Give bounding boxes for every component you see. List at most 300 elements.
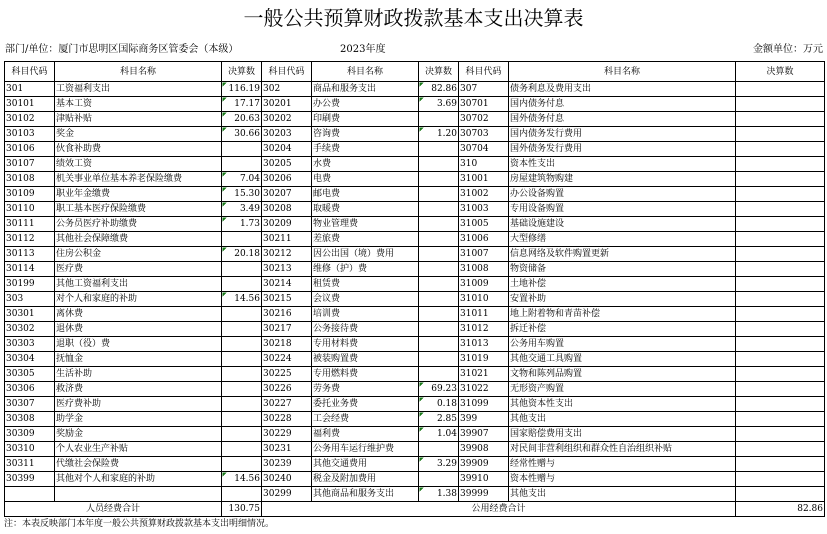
name-cell: 物资储备 [509,262,736,277]
amount-cell: 14.56 [222,472,262,487]
code-cell: 31013 [459,337,509,352]
table-row [5,442,825,457]
table-row [5,247,825,262]
name-cell: 维修（护）费 [312,262,419,277]
amount-cell [419,217,459,232]
code-cell: 31006 [459,232,509,247]
code-cell: 30225 [262,367,312,382]
code-cell: 30205 [262,157,312,172]
code-cell: 31010 [459,292,509,307]
name-cell: 其他社会保障缴费 [55,232,222,247]
name-cell: 住房公积金 [55,247,222,262]
code-cell: 30109 [5,187,55,202]
name-cell: 绩效工资 [55,157,222,172]
totals-row [5,502,825,517]
name-cell: 资本性赠与 [509,472,736,487]
name-cell: 拆迁补偿 [509,322,736,337]
table-row [5,157,825,172]
personnel-total-label: 人员经费合计 [5,502,222,517]
table-row [5,127,825,142]
amount-unit: 金额单位：万元 [753,44,823,55]
amount-cell [222,307,262,322]
code-cell: 31022 [459,382,509,397]
code-cell: 30107 [5,157,55,172]
code-cell: 30108 [5,172,55,187]
code-cell: 30239 [262,457,312,472]
code-cell: 30209 [262,217,312,232]
name-cell: 专用设备购置 [509,202,736,217]
amount-cell [222,487,262,502]
name-cell: 国外债务发行费用 [509,142,736,157]
code-cell: 39909 [459,457,509,472]
name-cell: 公务接待费 [312,322,419,337]
table-row [5,412,825,427]
code-cell: 30228 [262,412,312,427]
header-cell: 科目代码 [5,62,55,82]
name-cell: 其他交通工具购置 [509,352,736,367]
amount-cell [222,322,262,337]
name-cell: 职工基本医疗保险缴费 [55,202,222,217]
code-cell: 30206 [262,172,312,187]
amount-cell [736,112,825,127]
name-cell: 房屋建筑物购建 [509,172,736,187]
name-cell: 税金及附加费用 [312,472,419,487]
amount-cell [222,337,262,352]
table-row [5,172,825,187]
code-cell: 31003 [459,202,509,217]
name-cell: 福利费 [312,427,419,442]
name-cell: 商品和服务支出 [312,82,419,97]
table-row [5,367,825,382]
code-cell: 30224 [262,352,312,367]
amount-cell: 1.73 [222,217,262,232]
amount-cell [222,382,262,397]
table-row [5,142,825,157]
report-title: 一般公共预算财政拨款基本支出决算表 [243,6,584,30]
amount-cell [419,307,459,322]
amount-cell [736,157,825,172]
code-cell: 307 [459,82,509,97]
name-cell: 会议费 [312,292,419,307]
name-cell: 办公设备购置 [509,187,736,202]
amount-cell [736,202,825,217]
name-cell: 个人农业生产补贴 [55,442,222,457]
amount-cell [736,292,825,307]
header-cell: 科目代码 [459,62,509,82]
fiscal-year: 2023年度 [340,44,386,55]
code-cell: 30215 [262,292,312,307]
name-cell: 助学金 [55,412,222,427]
code-cell: 30240 [262,472,312,487]
code-cell: 39907 [459,427,509,442]
name-cell: 差旅费 [312,232,419,247]
code-cell: 31099 [459,397,509,412]
name-cell: 对民间非营利组织和群众性自治组织补贴 [509,442,736,457]
name-cell: 手续费 [312,142,419,157]
amount-cell [736,472,825,487]
amount-cell [222,157,262,172]
amount-cell: 3.29 [419,457,459,472]
code-cell: 310 [459,157,509,172]
name-cell: 离休费 [55,307,222,322]
code-cell: 30203 [262,127,312,142]
name-cell: 救济费 [55,382,222,397]
amount-cell [419,157,459,172]
name-cell: 租赁费 [312,277,419,292]
name-cell: 咨询费 [312,127,419,142]
amount-cell [736,97,825,112]
table-row [5,472,825,487]
name-cell: 国家赔偿费用支出 [509,427,736,442]
name-cell: 抚恤金 [55,352,222,367]
amount-cell [419,337,459,352]
amount-cell [419,202,459,217]
amount-cell [736,427,825,442]
code-cell: 399 [459,412,509,427]
code-cell: 30101 [5,97,55,112]
amount-cell [736,307,825,322]
code-cell: 302 [262,82,312,97]
amount-cell: 1.04 [419,427,459,442]
name-cell: 被装购置费 [312,352,419,367]
amount-cell [736,172,825,187]
amount-cell [222,442,262,457]
name-cell: 退职（役）费 [55,337,222,352]
table-row [5,322,825,337]
code-cell: 30299 [262,487,312,502]
amount-cell [222,352,262,367]
name-cell: 资本性支出 [509,157,736,172]
code-cell: 303 [5,292,55,307]
amount-cell: 17.17 [222,97,262,112]
amount-cell: 116.19 [222,82,262,97]
amount-cell: 0.18 [419,397,459,412]
amount-cell [419,442,459,457]
table-row [5,292,825,307]
header-cell: 科目名称 [509,62,736,82]
amount-cell [419,232,459,247]
code-cell: 30214 [262,277,312,292]
amount-cell [736,187,825,202]
amount-cell: 3.49 [222,202,262,217]
table-row [5,97,825,112]
name-cell: 对个人和家庭的补助 [55,292,222,307]
personnel-total-value: 130.75 [222,502,262,517]
table-row [5,307,825,322]
code-cell: 30702 [459,112,509,127]
code-cell: 31005 [459,217,509,232]
name-cell: 其他对个人和家庭的补助 [55,472,222,487]
code-cell: 30399 [5,472,55,487]
table-row [5,457,825,472]
name-cell: 公务用车运行维护费 [312,442,419,457]
code-cell: 30217 [262,322,312,337]
name-cell: 生活补助 [55,367,222,382]
amount-cell [736,457,825,472]
amount-cell: 7.04 [222,172,262,187]
name-cell: 无形资产购置 [509,382,736,397]
amount-cell [736,487,825,502]
amount-cell [419,367,459,382]
name-cell: 劳务费 [312,382,419,397]
amount-cell [419,142,459,157]
code-cell: 30103 [5,127,55,142]
amount-cell [419,277,459,292]
name-cell: 委托业务费 [312,397,419,412]
code-cell: 30310 [5,442,55,457]
table-row [5,352,825,367]
amount-cell: 2.85 [419,412,459,427]
name-cell: 其他工资福利支出 [55,277,222,292]
name-cell: 安置补助 [509,292,736,307]
name-cell: 土地补偿 [509,277,736,292]
code-cell: 31002 [459,187,509,202]
amount-cell [222,142,262,157]
public-total-value: 82.86 [736,502,825,517]
name-cell: 机关事业单位基本养老保险缴费 [55,172,222,187]
name-cell: 经常性赠与 [509,457,736,472]
name-cell: 大型修缮 [509,232,736,247]
footnote: 注：本表反映部门本年度一般公共预算财政拨款基本支出明细情况。 [4,519,275,529]
table-row [5,382,825,397]
code-cell: 31011 [459,307,509,322]
code-cell: 30110 [5,202,55,217]
amount-cell [736,262,825,277]
name-cell: 其他支出 [509,412,736,427]
name-cell: 物业管理费 [312,217,419,232]
header-cell: 决算数 [222,62,262,82]
amount-cell [419,187,459,202]
name-cell: 职业年金缴费 [55,187,222,202]
code-cell: 301 [5,82,55,97]
amount-cell: 20.63 [222,112,262,127]
amount-cell [736,412,825,427]
code-cell: 30227 [262,397,312,412]
table-row [5,187,825,202]
code-cell: 30213 [262,262,312,277]
name-cell: 公务员医疗补助缴费 [55,217,222,232]
name-cell: 债务利息及费用支出 [509,82,736,97]
code-cell: 30111 [5,217,55,232]
amount-cell [419,247,459,262]
header-cell: 科目名称 [312,62,419,82]
name-cell: 专用燃料费 [312,367,419,382]
name-cell: 地上附着物和青苗补偿 [509,307,736,322]
code-cell: 30704 [459,142,509,157]
amount-cell: 1.20 [419,127,459,142]
code-cell: 31008 [459,262,509,277]
name-cell: 国内债务付息 [509,97,736,112]
code-cell: 30114 [5,262,55,277]
code-cell: 31009 [459,277,509,292]
code-cell: 30106 [5,142,55,157]
amount-cell: 14.56 [222,292,262,307]
name-cell [55,487,222,502]
code-cell: 30701 [459,97,509,112]
code-cell: 30309 [5,427,55,442]
name-cell: 水费 [312,157,419,172]
table-row [5,427,825,442]
amount-cell: 1.38 [419,487,459,502]
code-cell: 39910 [459,472,509,487]
code-cell: 30301 [5,307,55,322]
table-row [5,337,825,352]
amount-cell [736,442,825,457]
name-cell: 因公出国（境）费用 [312,247,419,262]
code-cell: 30216 [262,307,312,322]
amount-cell [736,247,825,262]
name-cell: 公务用车购置 [509,337,736,352]
public-total-label: 公用经费合计 [262,502,736,517]
name-cell: 基本工资 [55,97,222,112]
amount-cell [736,142,825,157]
code-cell: 31001 [459,172,509,187]
amount-cell: 69.23 [419,382,459,397]
code-cell: 31019 [459,352,509,367]
amount-cell [736,397,825,412]
amount-cell: 82.86 [419,82,459,97]
code-cell: 30229 [262,427,312,442]
amount-cell [736,232,825,247]
name-cell: 奖金 [55,127,222,142]
code-cell: 31012 [459,322,509,337]
table-row [5,82,825,97]
table-row [5,397,825,412]
code-cell: 30102 [5,112,55,127]
code-cell: 31021 [459,367,509,382]
code-cell: 30199 [5,277,55,292]
amount-cell [222,427,262,442]
code-cell: 30226 [262,382,312,397]
header-cell: 决算数 [736,62,825,82]
name-cell: 其他资本性支出 [509,397,736,412]
department-label: 部门/单位：厦门市思明区国际商务区管委会（本级） [5,44,239,55]
amount-cell [419,262,459,277]
amount-cell [222,367,262,382]
code-cell: 30204 [262,142,312,157]
name-cell: 邮电费 [312,187,419,202]
table-row [5,262,825,277]
amount-cell: 20.18 [222,247,262,262]
name-cell: 津贴补贴 [55,112,222,127]
table-row [5,112,825,127]
name-cell: 专用材料费 [312,337,419,352]
header-cell: 科目代码 [262,62,312,82]
code-cell: 30211 [262,232,312,247]
name-cell: 培训费 [312,307,419,322]
table-row [5,232,825,247]
amount-cell: 3.69 [419,97,459,112]
amount-cell [736,382,825,397]
name-cell: 印刷费 [312,112,419,127]
amount-cell [419,292,459,307]
code-cell: 30201 [262,97,312,112]
code-cell: 30113 [5,247,55,262]
amount-cell [736,367,825,382]
amount-cell [736,127,825,142]
code-cell: 39908 [459,442,509,457]
amount-cell [736,277,825,292]
amount-cell [736,82,825,97]
name-cell: 国内债务发行费用 [509,127,736,142]
code-cell [5,487,55,502]
code-cell: 30308 [5,412,55,427]
amount-cell [222,277,262,292]
code-cell: 30304 [5,352,55,367]
amount-cell [419,322,459,337]
table-row [5,487,825,502]
amount-cell [419,472,459,487]
amount-cell [222,412,262,427]
code-cell: 30303 [5,337,55,352]
amount-cell [736,217,825,232]
name-cell: 工资福利支出 [55,82,222,97]
amount-cell [419,172,459,187]
name-cell: 其他交通费用 [312,457,419,472]
amount-cell: 15.30 [222,187,262,202]
amount-cell [736,337,825,352]
code-cell: 30703 [459,127,509,142]
code-cell: 30207 [262,187,312,202]
amount-cell [222,262,262,277]
code-cell: 30231 [262,442,312,457]
code-cell: 30306 [5,382,55,397]
amount-cell [419,352,459,367]
code-cell: 31007 [459,247,509,262]
code-cell: 30307 [5,397,55,412]
name-cell: 办公费 [312,97,419,112]
code-cell: 30305 [5,367,55,382]
header-cell: 决算数 [419,62,459,82]
code-cell: 30202 [262,112,312,127]
table-row [5,202,825,217]
name-cell: 医疗费 [55,262,222,277]
amount-cell [419,112,459,127]
code-cell: 30302 [5,322,55,337]
amount-cell [736,322,825,337]
amount-cell [222,457,262,472]
table-row [5,277,825,292]
amount-cell [222,232,262,247]
name-cell: 工会经费 [312,412,419,427]
name-cell: 其他支出 [509,487,736,502]
name-cell: 退休费 [55,322,222,337]
code-cell: 30218 [262,337,312,352]
code-cell: 30208 [262,202,312,217]
name-cell: 国外债务付息 [509,112,736,127]
code-cell: 30311 [5,457,55,472]
name-cell: 基础设施建设 [509,217,736,232]
expenditure-table [4,61,825,517]
name-cell: 信息网络及软件购置更新 [509,247,736,262]
name-cell: 伙食补助费 [55,142,222,157]
code-cell: 30112 [5,232,55,247]
name-cell: 其他商品和服务支出 [312,487,419,502]
code-cell: 30212 [262,247,312,262]
amount-cell: 30.66 [222,127,262,142]
code-cell: 39999 [459,487,509,502]
name-cell: 代缴社会保险费 [55,457,222,472]
table-row [5,217,825,232]
name-cell: 电费 [312,172,419,187]
header-cell: 科目名称 [55,62,222,82]
name-cell: 医疗费补助 [55,397,222,412]
amount-cell [222,397,262,412]
amount-cell [736,352,825,367]
name-cell: 文物和陈列品购置 [509,367,736,382]
name-cell: 取暖费 [312,202,419,217]
header-row [5,62,825,82]
